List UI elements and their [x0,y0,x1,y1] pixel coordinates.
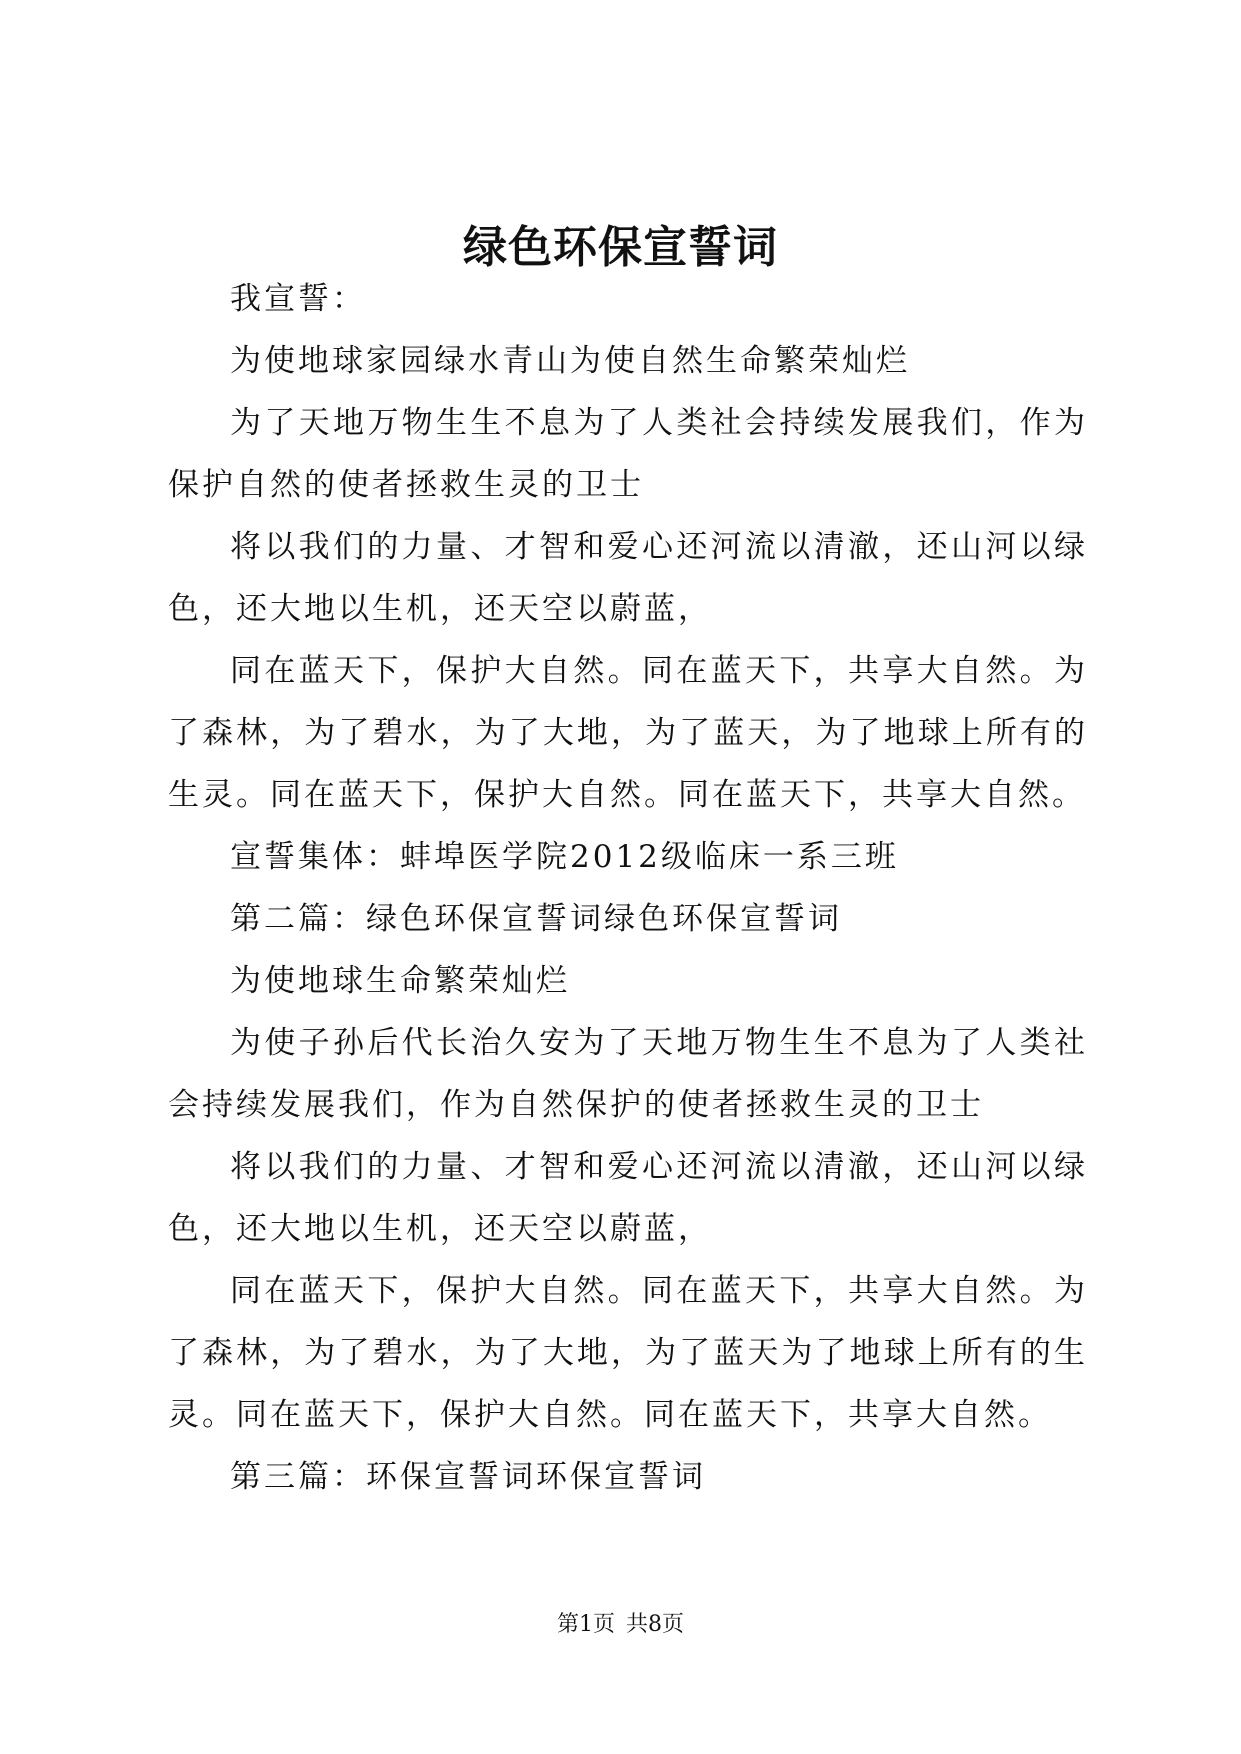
paragraph-signature: 宣誓集体：蚌埠医学院2012级临床一系三班 [230,839,899,875]
paragraph: 为使地球生命繁荣灿烂 [230,963,570,999]
page-number: 第1页 [557,1612,615,1637]
paragraph: 为使地球家园绿水青山为使自然生命繁荣灿烂 [230,343,910,379]
paragraph: 为使子孙后代长治久安为了天地万物生生不息为了人类社会持续发展我们，作为自然保护的使者拯救生灵的卫士 [168,1025,1088,1123]
document-body [168,268,1088,1508]
section-heading-2: 第二篇：绿色环保宣誓词绿色环保宣誓词 [230,901,842,937]
paragraph-oath-intro: 我宣誓： [230,281,366,317]
section-heading-3: 第三篇：环保宣誓词环保宣誓词 [230,1459,706,1495]
document-title: 绿色环保宣誓词 [463,222,778,273]
paragraph: 同在蓝天下，保护大自然。同在蓝天下，共享大自然。为了森林，为了碧水，为了大地，为了蓝天，为了地球上所有的生灵。同在蓝天下，保护大自然。同在蓝天下，共享大自然。 [168,653,1088,813]
paragraph: 将以我们的力量、才智和爱心还河流以清澈，还山河以绿色，还大地以生机，还天空以蔚蓝， [168,529,1088,627]
paragraph: 为了天地万物生生不息为了人类社会持续发展我们，作为保护自然的使者拯救生灵的卫士 [168,405,1088,503]
paragraph: 同在蓝天下，保护大自然。同在蓝天下，共享大自然。为了森林，为了碧水，为了大地，为了蓝天为了地球上所有的生灵。同在蓝天下，保护大自然。同在蓝天下，共享大自然。 [168,1273,1088,1433]
page-total: 共8页 [626,1612,684,1637]
page-footer [0,1610,1241,1640]
paragraph: 将以我们的力量、才智和爱心还河流以清澈，还山河以绿色，还大地以生机，还天空以蔚蓝， [168,1149,1088,1247]
